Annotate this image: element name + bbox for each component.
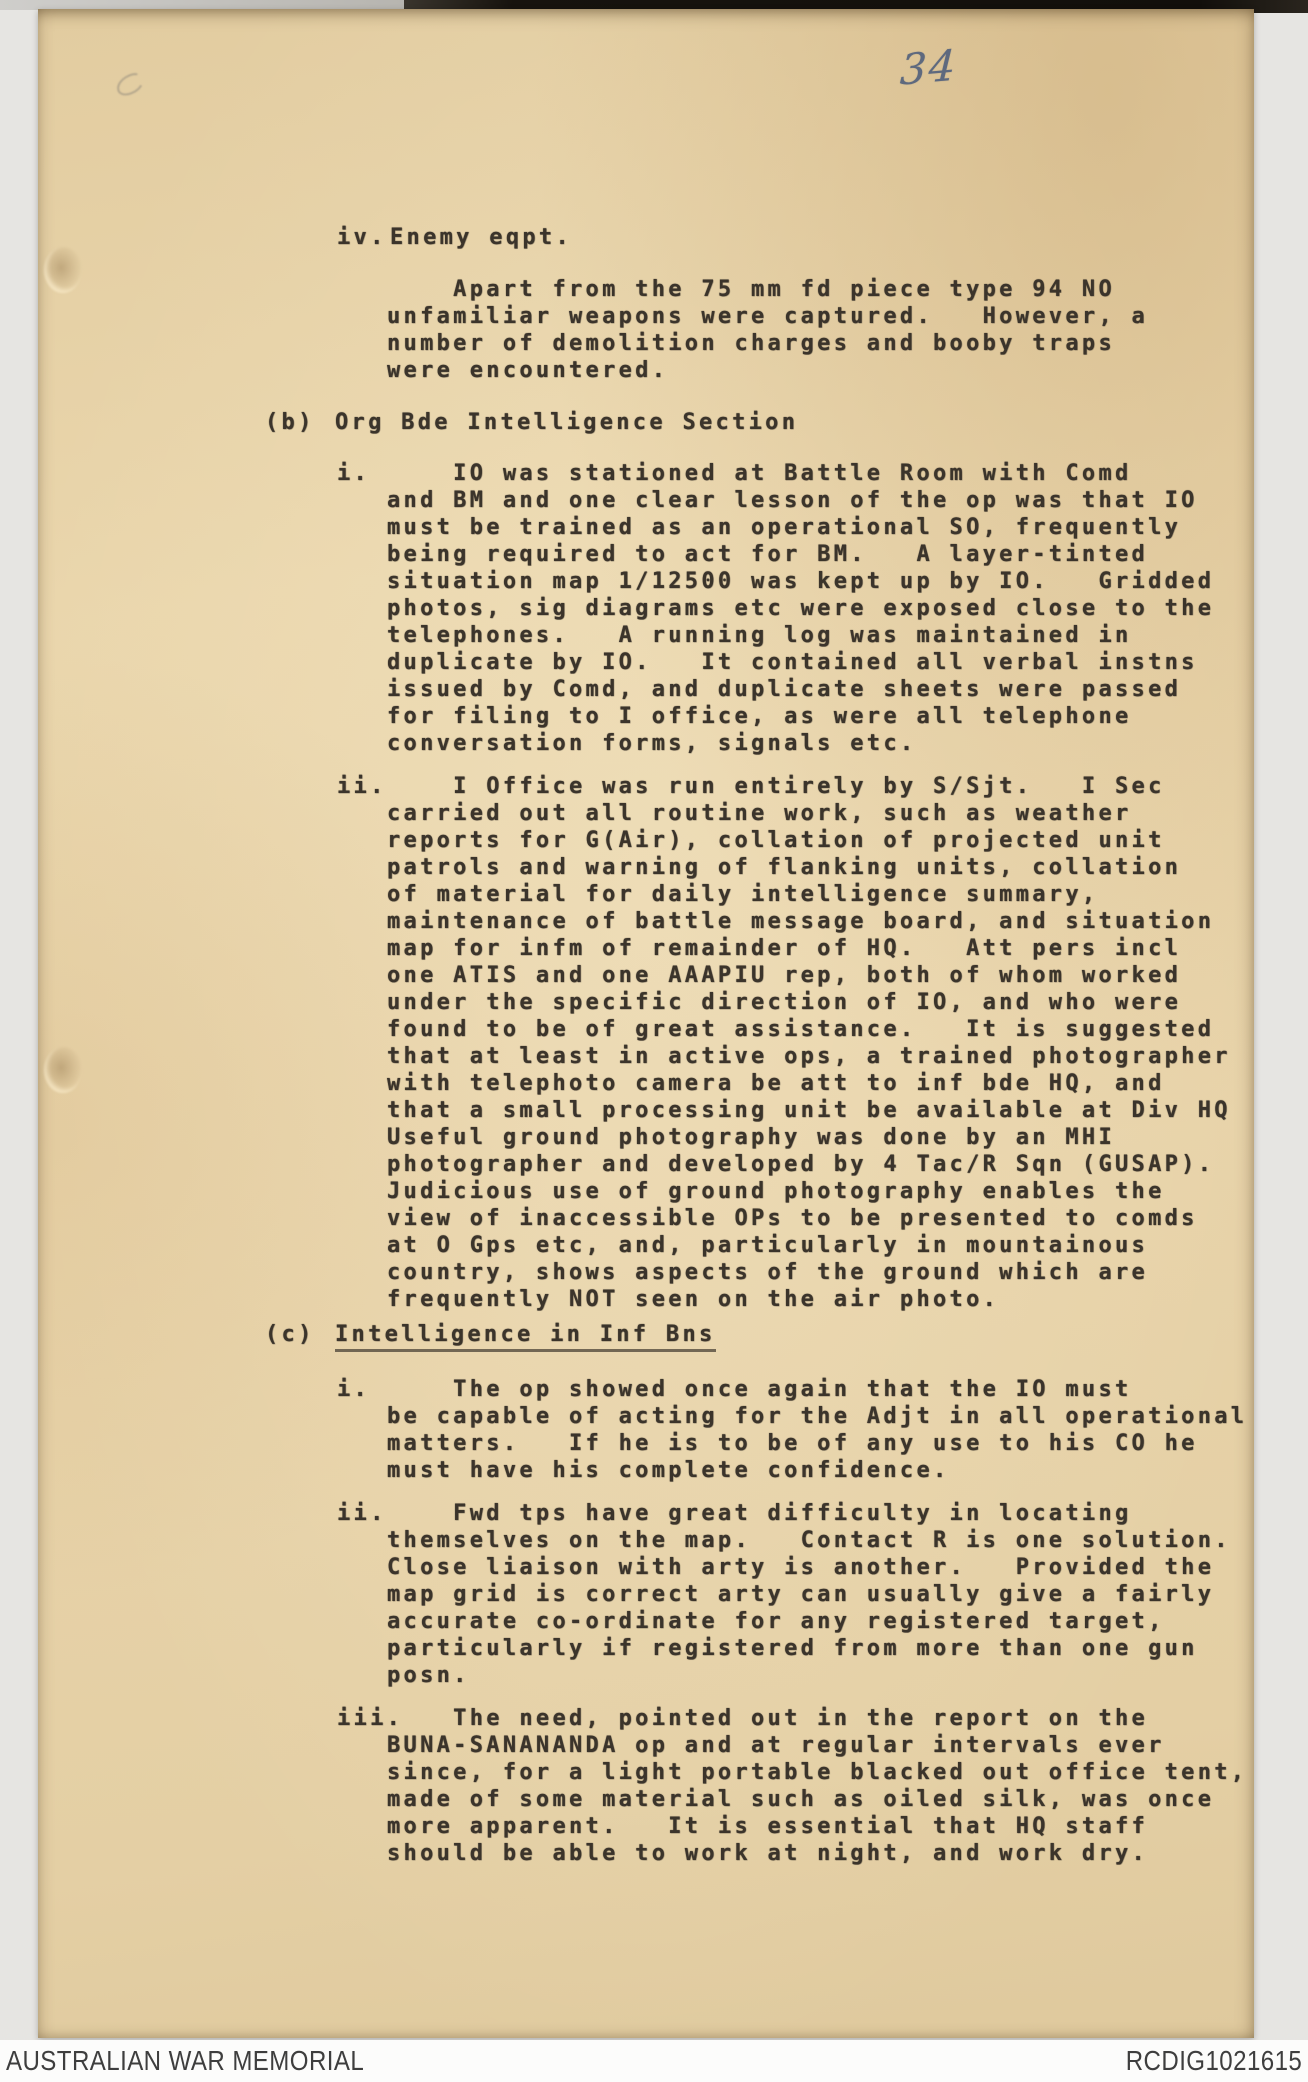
footer-archive-name: AUSTRALIAN WAR MEMORIAL bbox=[6, 2045, 365, 2076]
typewritten-line: that at least in active ops, a trained photographer bbox=[387, 1044, 1231, 1069]
section-title: Intelligence in Inf Bns bbox=[335, 1321, 716, 1352]
typewritten-line: posn. bbox=[387, 1663, 470, 1688]
typewritten-line: made of some material such as oiled silk, was once bbox=[387, 1787, 1215, 1812]
paragraph-body bbox=[387, 460, 1214, 757]
block-item bbox=[337, 1500, 1254, 1689]
item-label: ii. bbox=[337, 1501, 387, 1526]
handwritten-page-number: 34 bbox=[898, 40, 959, 95]
typewritten-line: since, for a light portable blacked out office tent, bbox=[387, 1760, 1248, 1785]
typewritten-line: themselves on the map. Contact R is one solution. bbox=[387, 1528, 1231, 1553]
block-item bbox=[337, 1376, 1254, 1484]
typewritten-line: particularly if registered from more than one gun bbox=[387, 1636, 1198, 1661]
typewritten-line: of material for daily intelligence summary, bbox=[387, 882, 1099, 907]
typewritten-line: that a small processing unit be available at Div HQ bbox=[387, 1098, 1231, 1123]
typewritten-line: must be trained as an operational SO, frequently bbox=[387, 515, 1182, 540]
block-section-heading bbox=[265, 1321, 1254, 1352]
typewritten-line: issued by Comd, and duplicate sheets were passed bbox=[387, 677, 1182, 702]
paragraph-body bbox=[387, 1500, 1231, 1689]
typewritten-line: duplicate by IO. It contained all verbal instns bbox=[387, 650, 1198, 675]
typewritten-line: Apart from the 75 mm fd piece type 94 NO bbox=[387, 277, 1115, 302]
typewritten-line: IO was stationed at Battle Room with Comd bbox=[387, 461, 1132, 486]
typewritten-line: The op showed once again that the IO must bbox=[387, 1377, 1132, 1402]
typewritten-line: be capable of acting for the Adjt in all operational bbox=[387, 1404, 1248, 1429]
typewritten-line: unfamiliar weapons were captured. However, a bbox=[387, 304, 1149, 329]
typewritten-line: carried out all routine work, such as weather bbox=[387, 801, 1132, 826]
typewritten-line: Useful ground photography was done by an MHI bbox=[387, 1125, 1115, 1150]
typewritten-line: maintenance of battle message board, and situation bbox=[387, 909, 1215, 934]
paragraph-body bbox=[387, 1705, 1247, 1867]
typewritten-line: and BM and one clear lesson of the op was that IO bbox=[387, 488, 1198, 513]
block-paragraph bbox=[387, 276, 1254, 384]
typewritten-line: The need, pointed out in the report on the bbox=[387, 1706, 1149, 1731]
typewritten-line: I Office was run entirely by S/Sjt. I Sec bbox=[387, 774, 1165, 799]
typewritten-line: Judicious use of ground photography enables the bbox=[387, 1179, 1165, 1204]
typewritten-line: photos, sig diagrams etc were exposed close to the bbox=[387, 596, 1215, 621]
typewritten-line: must have his complete confidence. bbox=[387, 1458, 950, 1483]
typewritten-line: for filing to I office, as were all telephone bbox=[387, 704, 1132, 729]
typewritten-line: accurate co-ordinate for any registered target, bbox=[387, 1609, 1165, 1634]
item-label: i. bbox=[337, 461, 371, 486]
typewritten-line: should be able to work at night, and work dry. bbox=[387, 1841, 1149, 1866]
typewritten-line: photographer and developed by 4 Tac/R Sqn (GUSAP). bbox=[387, 1152, 1215, 1177]
paragraph-body bbox=[387, 773, 1231, 1313]
typewritten-line: Close liaison with arty is another. Provided the bbox=[387, 1555, 1215, 1580]
section-title: Org Bde Intelligence Section bbox=[335, 410, 799, 435]
block-item bbox=[337, 1705, 1254, 1867]
document-page bbox=[38, 9, 1254, 2038]
typewritten-line: at O Gps etc, and, particularly in mountainous bbox=[387, 1233, 1149, 1258]
typewritten-line: frequently NOT seen on the air photo. bbox=[387, 1287, 1000, 1312]
typewritten-line: reports for G(Air), collation of projected unit bbox=[387, 828, 1165, 853]
item-label: ii. bbox=[337, 774, 387, 799]
typewritten-line: patrols and warning of flanking units, collation bbox=[387, 855, 1182, 880]
typewritten-line: with telephoto camera be att to inf bde HQ, and bbox=[387, 1071, 1165, 1096]
typewritten-line: number of demolition charges and booby traps bbox=[387, 331, 1115, 356]
block-item-heading bbox=[337, 224, 1254, 251]
typewritten-line: country, shows aspects of the ground which are bbox=[387, 1260, 1149, 1285]
typewritten-line: conversation forms, signals etc. bbox=[387, 731, 917, 756]
block-item bbox=[337, 773, 1254, 1313]
typewritten-line: Fwd tps have great difficulty in locating bbox=[387, 1501, 1132, 1526]
typewritten-line: matters. If he is to be of any use to his CO he bbox=[387, 1431, 1198, 1456]
typewritten-line: under the specific direction of IO, and who were bbox=[387, 990, 1182, 1015]
section-label: (b) bbox=[265, 410, 315, 435]
typewritten-line: being required to act for BM. A layer-tinted bbox=[387, 542, 1149, 567]
typewritten-line: situation map 1/12500 was kept up by IO. Gridded bbox=[387, 569, 1215, 594]
item-label: iv. bbox=[337, 225, 387, 250]
section-label: (c) bbox=[265, 1322, 315, 1347]
typewritten-line: were encountered. bbox=[387, 358, 669, 383]
archive-footer-bar bbox=[0, 2040, 1308, 2082]
block-item bbox=[337, 460, 1254, 757]
typewritten-line: BUNA-SANANANDA op and at regular intervals ever bbox=[387, 1733, 1165, 1758]
item-heading-text: Enemy eqpt. bbox=[390, 225, 572, 250]
typewritten-line: map for infm of remainder of HQ. Att pers incl bbox=[387, 936, 1182, 961]
typewritten-line: one ATIS and one AAAPIU rep, both of whom worked bbox=[387, 963, 1182, 988]
paragraph-body bbox=[387, 1376, 1247, 1484]
typewritten-content bbox=[38, 9, 1254, 1867]
paragraph-body bbox=[387, 276, 1148, 384]
typewritten-line: more apparent. It is essential that HQ staff bbox=[387, 1814, 1149, 1839]
block-section-heading bbox=[265, 409, 1254, 436]
typewritten-line: map grid is correct arty can usually give a fairly bbox=[387, 1582, 1215, 1607]
typewritten-line: found to be of great assistance. It is suggested bbox=[387, 1017, 1215, 1042]
item-label: iii. bbox=[337, 1706, 404, 1731]
typewritten-line: view of inaccessible OPs to be presented to comds bbox=[387, 1206, 1198, 1231]
footer-reference-id: RCDIG1021615 bbox=[1125, 2045, 1302, 2076]
typewritten-line: telephones. A running log was maintained in bbox=[387, 623, 1132, 648]
item-label: i. bbox=[337, 1377, 371, 1402]
